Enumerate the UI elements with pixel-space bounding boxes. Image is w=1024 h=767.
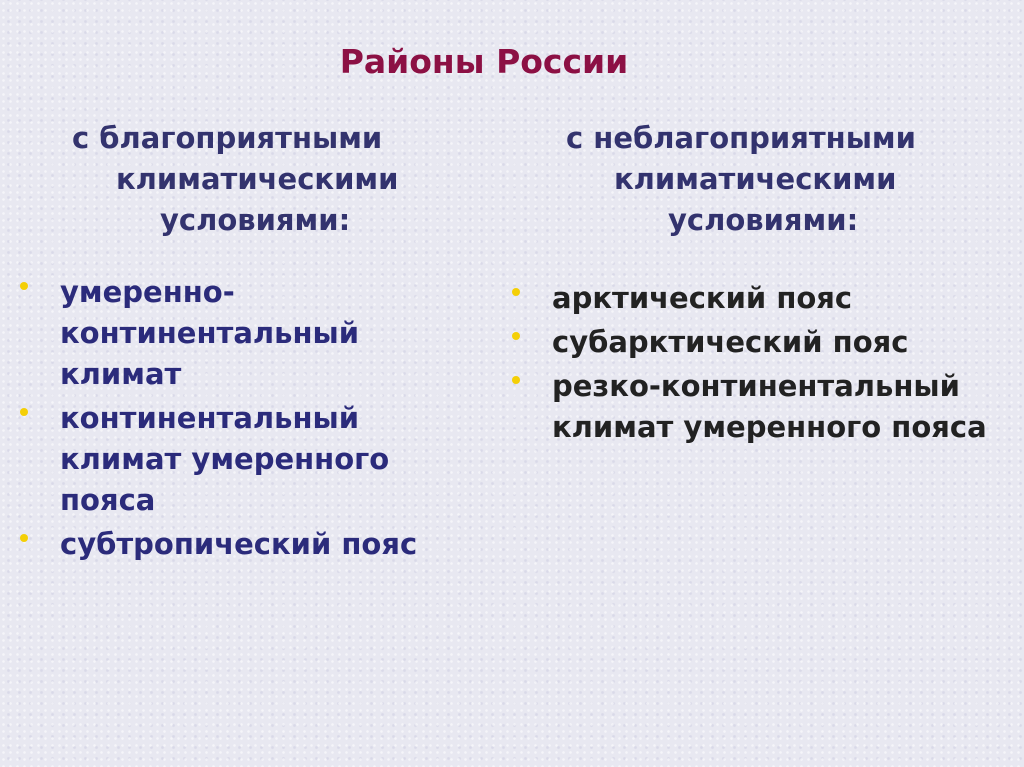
list-item-text: субарктический пояс <box>552 325 909 359</box>
list-item <box>20 524 460 565</box>
left-heading-line: условиями: <box>160 203 351 237</box>
bullet-icon <box>20 282 28 290</box>
unfavorable-climate-list <box>512 278 1012 451</box>
list-item <box>512 322 1012 363</box>
left-heading-line: климатическими <box>116 162 399 196</box>
left-heading-line: с благоприятными <box>72 121 383 155</box>
bullet-icon <box>512 288 520 296</box>
favorable-climate-list <box>20 272 460 568</box>
list-item-text: резко-континентальный климат умеренного пояса <box>552 369 987 444</box>
list-item-text: умеренно-континентальный климат <box>60 275 360 391</box>
list-item <box>20 272 460 395</box>
right-heading-line: с неблагоприятными <box>566 121 916 155</box>
slide-title: Районы России <box>339 42 629 81</box>
list-item-text: континентальный климат умеренного пояса <box>60 401 390 517</box>
bullet-icon <box>512 376 520 384</box>
list-item <box>20 398 460 521</box>
bullet-icon <box>512 332 520 340</box>
right-heading-line: условиями: <box>668 203 859 237</box>
list-item <box>512 278 1012 319</box>
right-heading-line: климатическими <box>614 162 897 196</box>
bullet-icon <box>20 408 28 416</box>
right-column-heading <box>566 118 916 241</box>
list-item-text: арктический пояс <box>552 281 853 315</box>
list-item <box>512 366 1012 448</box>
bullet-icon <box>20 534 28 542</box>
list-item-text: субтропический пояс <box>60 527 418 561</box>
left-column-heading <box>72 118 398 241</box>
